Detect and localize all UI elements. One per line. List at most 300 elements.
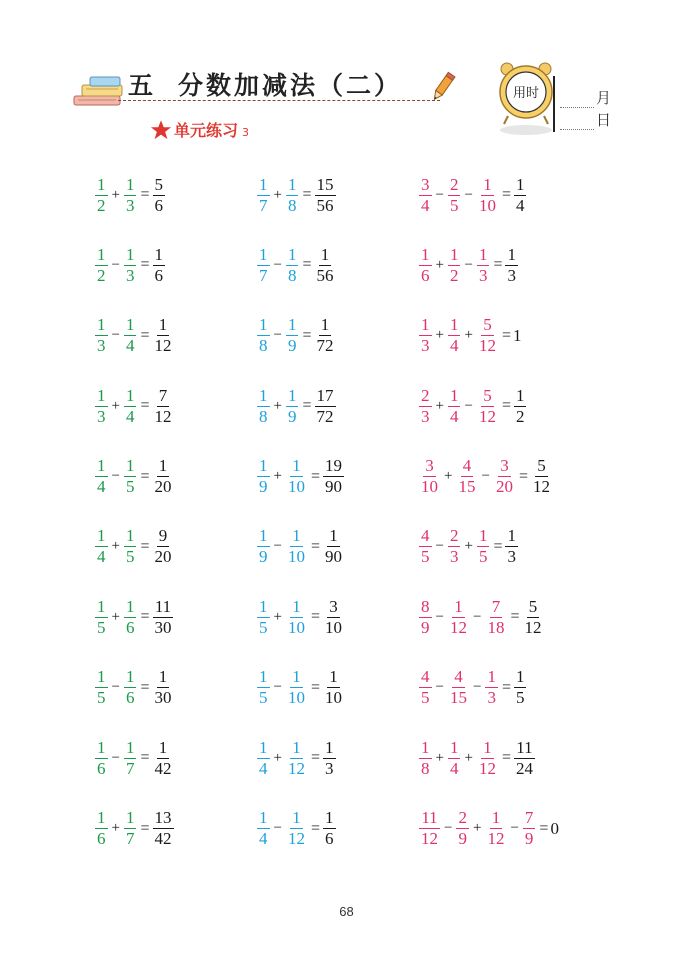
- term-fraction: [124, 526, 137, 567]
- term-fraction: [448, 175, 461, 216]
- term-fraction-denominator: 5: [449, 195, 459, 215]
- answer-fraction-numerator: 1: [158, 456, 168, 476]
- term-fraction-denominator: 5: [97, 688, 106, 708]
- term-fraction: [95, 808, 108, 849]
- answer-fraction-numerator: 1: [507, 526, 516, 546]
- answer-fraction: [315, 175, 336, 216]
- operator: −: [273, 820, 282, 837]
- term-fraction-denominator: 3: [125, 195, 135, 215]
- answer-fraction: [153, 526, 174, 567]
- term-fraction-denominator: 10: [478, 195, 496, 215]
- term-fraction-numerator: 5: [483, 315, 492, 335]
- term-fraction-numerator: 1: [97, 244, 106, 264]
- term-fraction-denominator: 4: [449, 406, 459, 426]
- answer-fraction-denominator: 12: [154, 336, 172, 356]
- term-fraction: [419, 175, 432, 216]
- exercise-grid: [94, 170, 654, 874]
- term-fraction-numerator: 11: [421, 808, 438, 828]
- page-title: [128, 66, 402, 102]
- term-fraction-numerator: 1: [259, 244, 268, 264]
- term-fraction-numerator: 1: [259, 526, 268, 546]
- answer-fraction-numerator: 1: [507, 244, 516, 264]
- answer-fraction-numerator: 1: [515, 667, 525, 687]
- answer-fraction: [323, 738, 336, 779]
- term-fraction-numerator: 1: [259, 315, 268, 335]
- equals-sign: =: [302, 256, 312, 274]
- operator: +: [435, 327, 444, 344]
- term-fraction-numerator: 1: [483, 174, 492, 194]
- term-fraction-numerator: 1: [292, 596, 301, 616]
- equals-sign: =: [501, 678, 511, 696]
- answer-fraction-numerator: 1: [329, 526, 338, 546]
- term-fraction: [124, 597, 137, 638]
- star-icon: [150, 119, 172, 141]
- term-fraction-numerator: 4: [421, 526, 430, 546]
- answer-fraction-numerator: 7: [158, 385, 168, 405]
- term-fraction-numerator: 3: [425, 456, 434, 476]
- answer-fraction: [514, 738, 535, 779]
- term-fraction: [95, 386, 108, 427]
- term-fraction: [448, 597, 469, 638]
- term-fraction-denominator: 18: [487, 617, 505, 637]
- term-fraction: [419, 526, 432, 567]
- equals-sign: =: [539, 819, 549, 837]
- term-fraction: [257, 386, 270, 427]
- answer-fraction-denominator: 72: [316, 336, 334, 356]
- equation: [94, 170, 256, 220]
- equals-sign: =: [140, 397, 150, 415]
- answer-fraction-denominator: 5: [515, 688, 525, 708]
- answer-fraction-denominator: 3: [507, 265, 516, 285]
- equals-sign: =: [310, 678, 320, 696]
- operator: +: [273, 749, 282, 766]
- term-fraction-denominator: 12: [478, 758, 496, 778]
- answer-fraction: [514, 175, 527, 216]
- operator: +: [111, 608, 120, 625]
- equals-sign: =: [302, 326, 312, 344]
- term-fraction-numerator: 1: [125, 244, 135, 264]
- term-fraction-denominator: 9: [287, 406, 297, 426]
- term-fraction: [286, 175, 299, 216]
- equals-sign: =: [140, 256, 150, 274]
- answer-fraction-numerator: 15: [316, 174, 334, 194]
- operator: −: [111, 256, 120, 273]
- answer-fraction-numerator: 1: [320, 315, 330, 335]
- answer-fraction-denominator: 42: [154, 829, 172, 849]
- operator: −: [472, 679, 482, 696]
- term-fraction: [448, 526, 461, 567]
- term-fraction: [448, 315, 461, 356]
- term-fraction: [419, 808, 440, 849]
- term-fraction-denominator: 8: [421, 758, 430, 778]
- term-fraction-denominator: 12: [487, 829, 505, 849]
- term-fraction-denominator: 12: [287, 758, 305, 778]
- equation: [256, 311, 418, 361]
- term-fraction-denominator: 6: [97, 758, 106, 778]
- term-fraction-denominator: 4: [97, 547, 106, 567]
- term-fraction-numerator: 1: [125, 315, 135, 335]
- term-fraction: [448, 667, 469, 708]
- term-fraction-numerator: 4: [421, 667, 430, 687]
- term-fraction: [286, 738, 307, 779]
- term-fraction-numerator: 1: [97, 596, 106, 616]
- operator: +: [273, 186, 282, 203]
- answer-fraction-numerator: 9: [158, 526, 168, 546]
- term-fraction-numerator: 3: [421, 174, 430, 194]
- equation: [94, 522, 256, 572]
- term-fraction-numerator: 1: [287, 315, 297, 335]
- section-number: 3: [242, 126, 250, 139]
- equals-sign: =: [302, 397, 312, 415]
- operator: +: [273, 468, 282, 485]
- term-fraction-denominator: 9: [259, 547, 268, 567]
- answer-fraction-denominator: 24: [515, 758, 533, 778]
- term-fraction: [257, 597, 270, 638]
- term-fraction-numerator: 1: [125, 808, 135, 828]
- answer-fraction-numerator: 17: [316, 385, 334, 405]
- operator: −: [435, 679, 444, 696]
- term-fraction-numerator: 1: [292, 526, 301, 546]
- term-fraction: [95, 526, 108, 567]
- term-fraction-numerator: 4: [454, 667, 463, 687]
- answer-fraction-numerator: 1: [325, 737, 334, 757]
- term-fraction-numerator: 1: [449, 385, 459, 405]
- equals-sign: =: [140, 537, 150, 555]
- answer-fraction-denominator: 90: [325, 547, 342, 567]
- term-fraction: [448, 245, 461, 286]
- term-fraction: [419, 245, 432, 286]
- term-fraction-denominator: 3: [421, 336, 430, 356]
- operator: +: [273, 608, 282, 625]
- answer-fraction-denominator: 6: [325, 829, 334, 849]
- answer-fraction: [153, 808, 174, 849]
- term-fraction: [124, 386, 137, 427]
- day-label: 日: [596, 111, 612, 129]
- term-fraction-numerator: 1: [292, 737, 301, 757]
- equals-sign: =: [140, 186, 150, 203]
- equals-sign: =: [518, 467, 528, 485]
- term-fraction-denominator: 7: [259, 265, 268, 285]
- term-fraction-denominator: 8: [287, 265, 297, 285]
- page-header: [0, 0, 693, 160]
- operator: −: [111, 468, 120, 485]
- term-fraction-numerator: 1: [287, 385, 297, 405]
- term-fraction-denominator: 15: [449, 688, 467, 708]
- term-fraction-denominator: 12: [421, 829, 438, 849]
- term-fraction-denominator: 10: [287, 477, 305, 497]
- term-fraction: [257, 526, 270, 567]
- day-field: [560, 110, 611, 130]
- term-fraction-denominator: 2: [97, 265, 106, 285]
- unit-number: 五: [128, 71, 157, 100]
- term-fraction-denominator: 20: [495, 477, 513, 497]
- term-fraction-denominator: 5: [259, 617, 268, 637]
- term-fraction-denominator: 5: [259, 688, 268, 708]
- term-fraction-denominator: 5: [125, 547, 135, 567]
- term-fraction-denominator: 3: [478, 265, 488, 285]
- title-underline: [118, 100, 440, 101]
- operator: −: [111, 327, 120, 344]
- equals-sign: =: [302, 186, 312, 203]
- answer-fraction: [153, 456, 174, 497]
- term-fraction-denominator: 3: [97, 336, 106, 356]
- term-fraction: [477, 245, 490, 286]
- term-fraction-denominator: 10: [287, 617, 305, 637]
- operator: +: [111, 538, 120, 555]
- term-fraction-numerator: 1: [125, 737, 135, 757]
- term-fraction: [419, 738, 432, 779]
- term-fraction-denominator: 8: [287, 195, 297, 215]
- equation: [256, 452, 418, 502]
- operator: −: [111, 749, 120, 766]
- term-fraction-denominator: 10: [287, 688, 305, 708]
- operator: −: [273, 538, 282, 555]
- term-fraction-numerator: 1: [491, 808, 501, 828]
- equation: [418, 381, 654, 431]
- month-field: [560, 88, 611, 108]
- answer-fraction-denominator: 10: [325, 617, 342, 637]
- operator: +: [111, 186, 120, 203]
- term-fraction-denominator: 9: [259, 477, 268, 497]
- term-fraction-numerator: 1: [292, 808, 301, 828]
- answer-fraction-numerator: 1: [329, 667, 338, 687]
- equation: [94, 804, 256, 854]
- term-fraction-denominator: 9: [421, 617, 430, 637]
- term-fraction-denominator: 4: [421, 195, 430, 215]
- answer-fraction: [323, 808, 336, 849]
- page-number: 68: [339, 904, 354, 919]
- term-fraction: [124, 456, 137, 497]
- term-fraction: [456, 456, 477, 497]
- equals-sign: =: [501, 749, 511, 767]
- answer-fraction: [315, 315, 336, 356]
- term-fraction-denominator: 4: [125, 336, 135, 356]
- term-fraction-numerator: 1: [259, 808, 268, 828]
- term-fraction: [419, 315, 432, 356]
- term-fraction-denominator: 5: [97, 617, 106, 637]
- answer-fraction-numerator: 13: [154, 808, 172, 828]
- term-fraction-numerator: 1: [97, 315, 106, 335]
- equation: [256, 592, 418, 642]
- equation: [94, 733, 256, 783]
- equation: [418, 522, 654, 572]
- answer-fraction-denominator: 56: [316, 265, 334, 285]
- answer-fraction: [153, 245, 166, 286]
- term-fraction-numerator: 1: [449, 244, 459, 264]
- operator: +: [464, 327, 473, 344]
- term-fraction-numerator: 2: [449, 174, 459, 194]
- term-fraction: [257, 315, 270, 356]
- answer-fraction-numerator: 11: [154, 596, 172, 616]
- term-fraction: [95, 738, 108, 779]
- answer-fraction-denominator: 6: [154, 265, 163, 285]
- term-fraction-numerator: 1: [292, 667, 301, 687]
- term-fraction-denominator: 3: [125, 265, 135, 285]
- answer-fraction: [323, 667, 344, 708]
- term-fraction: [95, 667, 108, 708]
- operator: −: [444, 820, 453, 837]
- term-fraction: [286, 808, 307, 849]
- answer-fraction-numerator: 19: [325, 456, 342, 476]
- term-fraction: [286, 386, 299, 427]
- term-fraction: [286, 245, 299, 286]
- term-fraction-numerator: 1: [259, 667, 268, 687]
- date-divider: [553, 76, 555, 132]
- equals-sign: =: [140, 608, 150, 626]
- answer-fraction-numerator: 5: [154, 174, 163, 194]
- answer-fraction-denominator: 6: [154, 195, 163, 215]
- answer-fraction: [153, 738, 174, 779]
- term-fraction: [124, 667, 137, 708]
- term-fraction-denominator: 5: [421, 547, 430, 567]
- term-fraction: [286, 667, 307, 708]
- alarm-clock-icon: [494, 60, 558, 140]
- section-label: 单元练习: [174, 121, 239, 140]
- term-fraction-denominator: 12: [478, 406, 496, 426]
- answer-fraction: [531, 456, 552, 497]
- term-fraction-numerator: 1: [292, 456, 301, 476]
- term-fraction-numerator: 1: [97, 808, 106, 828]
- book-icon: [72, 76, 128, 108]
- answer-fraction-numerator: 5: [537, 456, 546, 476]
- term-fraction-denominator: 8: [259, 336, 268, 356]
- answer-fraction-denominator: 90: [325, 477, 342, 497]
- term-fraction-denominator: 9: [524, 829, 534, 849]
- answer-fraction: [153, 597, 174, 638]
- answer-fraction: [153, 315, 174, 356]
- operator: −: [435, 186, 444, 203]
- term-fraction: [456, 808, 469, 849]
- term-fraction-numerator: 7: [524, 808, 534, 828]
- term-fraction: [286, 597, 307, 638]
- term-fraction-numerator: 1: [97, 174, 106, 194]
- pencil-icon: [430, 70, 456, 104]
- day-blank: [560, 115, 594, 130]
- term-fraction: [477, 315, 498, 356]
- equation: [418, 663, 654, 713]
- equals-sign: =: [501, 397, 511, 415]
- term-fraction-denominator: 5: [478, 547, 488, 567]
- answer-fraction-numerator: 1: [158, 315, 168, 335]
- answer-fraction-denominator: 4: [515, 195, 525, 215]
- answer-fraction-denominator: 30: [154, 688, 172, 708]
- operator: +: [273, 397, 282, 414]
- equation: [256, 733, 418, 783]
- term-fraction-denominator: 4: [259, 829, 268, 849]
- term-fraction-numerator: 8: [421, 596, 430, 616]
- term-fraction: [419, 386, 432, 427]
- term-fraction-denominator: 7: [125, 829, 135, 849]
- term-fraction: [419, 456, 440, 497]
- operator: +: [444, 468, 453, 485]
- answer-fraction-numerator: 1: [325, 808, 334, 828]
- answer-fraction-denominator: 56: [316, 195, 334, 215]
- term-fraction-numerator: 1: [125, 667, 135, 687]
- term-fraction-numerator: 1: [478, 244, 488, 264]
- operator: −: [481, 468, 490, 485]
- operator: +: [435, 397, 444, 414]
- operator: +: [111, 397, 120, 414]
- term-fraction-denominator: 3: [97, 406, 106, 426]
- equation: [94, 240, 256, 290]
- term-fraction-denominator: 7: [259, 195, 268, 215]
- operator: −: [510, 820, 519, 837]
- term-fraction-numerator: 1: [97, 526, 106, 546]
- operator: −: [472, 608, 482, 625]
- term-fraction: [257, 175, 270, 216]
- operator: −: [273, 256, 282, 273]
- equation: [418, 170, 654, 220]
- term-fraction-numerator: 4: [462, 456, 472, 476]
- answer-fraction-denominator: 10: [325, 688, 342, 708]
- term-fraction: [477, 738, 498, 779]
- term-fraction-numerator: 1: [478, 526, 488, 546]
- answer-fraction: [522, 597, 543, 638]
- term-fraction-numerator: 1: [125, 174, 135, 194]
- term-fraction-denominator: 12: [478, 336, 496, 356]
- term-fraction-denominator: 5: [421, 688, 430, 708]
- answer-fraction-numerator: 5: [528, 596, 538, 616]
- operator: −: [464, 397, 473, 414]
- answer-fraction: [153, 386, 174, 427]
- term-fraction-denominator: 10: [421, 477, 438, 497]
- equals-sign: =: [140, 678, 150, 696]
- term-fraction-denominator: 3: [449, 547, 459, 567]
- term-fraction-numerator: 1: [487, 667, 496, 687]
- term-fraction: [257, 456, 270, 497]
- answer-fraction-denominator: 30: [154, 617, 172, 637]
- answer-fraction: [505, 245, 518, 286]
- term-fraction: [419, 597, 432, 638]
- answer-fraction-denominator: 20: [154, 547, 172, 567]
- term-fraction-denominator: 10: [287, 547, 305, 567]
- term-fraction-numerator: 1: [449, 737, 459, 757]
- answer-fraction-whole: 0: [550, 819, 559, 839]
- operator: +: [435, 749, 444, 766]
- term-fraction: [124, 245, 137, 286]
- equation: [256, 522, 418, 572]
- equals-sign: =: [140, 749, 150, 767]
- term-fraction: [286, 526, 307, 567]
- equals-sign: =: [140, 467, 150, 485]
- term-fraction: [477, 175, 498, 216]
- answer-fraction-numerator: 1: [320, 244, 330, 264]
- equation: [94, 311, 256, 361]
- term-fraction-denominator: 2: [97, 195, 106, 215]
- equation: [256, 240, 418, 290]
- term-fraction-numerator: 1: [259, 737, 268, 757]
- month-blank: [560, 93, 594, 108]
- term-fraction: [257, 738, 270, 779]
- equation: [256, 804, 418, 854]
- term-fraction: [124, 738, 137, 779]
- term-fraction-numerator: 2: [421, 385, 430, 405]
- equals-sign: =: [493, 537, 503, 555]
- equation: [418, 804, 654, 854]
- term-fraction: [95, 456, 108, 497]
- term-fraction-numerator: 1: [97, 385, 106, 405]
- term-fraction-numerator: 1: [421, 737, 430, 757]
- term-fraction-denominator: 8: [259, 406, 268, 426]
- equals-sign: =: [310, 749, 320, 767]
- term-fraction-numerator: 5: [483, 385, 492, 405]
- term-fraction-denominator: 12: [449, 617, 467, 637]
- term-fraction: [477, 526, 490, 567]
- equation: [418, 452, 654, 502]
- operator: −: [435, 608, 444, 625]
- term-fraction-denominator: 2: [449, 265, 459, 285]
- term-fraction-numerator: 1: [125, 385, 135, 405]
